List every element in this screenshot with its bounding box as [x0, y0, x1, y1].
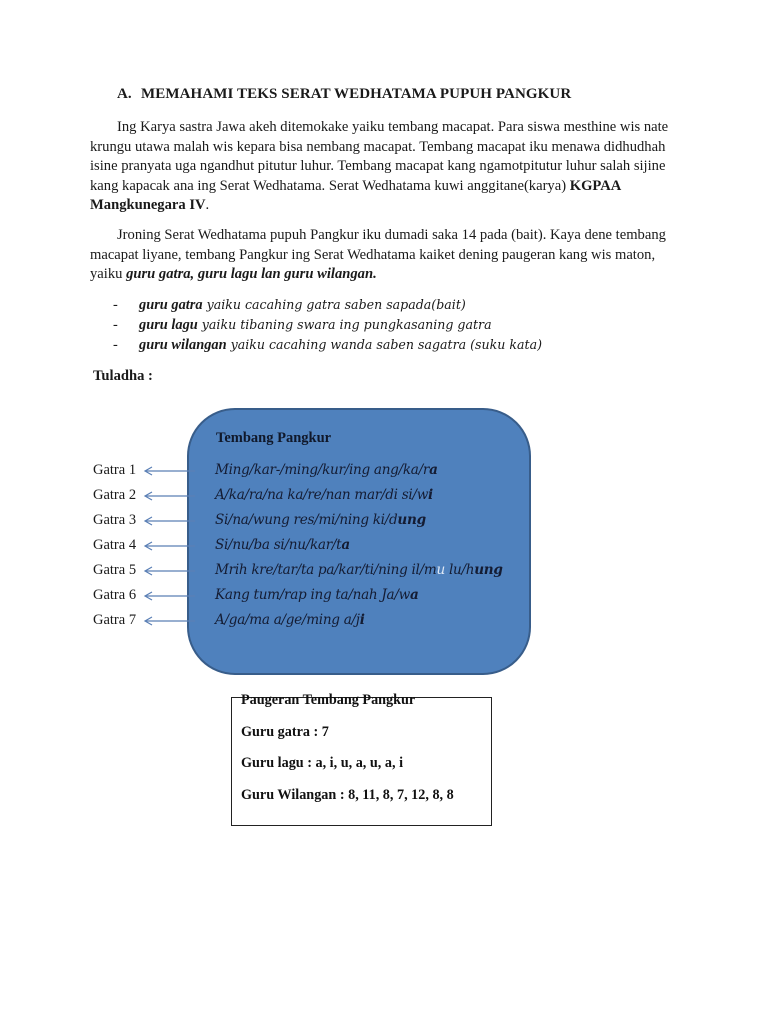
verse-text: Si/na/wung res/mi/ning ki/d: [215, 512, 398, 528]
verse-line-1: [215, 462, 438, 478]
arrow-left-icon: [143, 466, 195, 476]
gatra-label-6: Gatra 6: [93, 587, 137, 603]
definition-desc: yaiku tibaning swara ing pungkasaning gatra: [197, 317, 492, 332]
verse-rhyme: a: [341, 537, 350, 553]
gatra-label-5: Gatra 5: [93, 562, 137, 578]
example-label: Tuladha :: [93, 368, 153, 384]
rules-terms: guru gatra, guru lagu lan guru wilangan.: [126, 266, 377, 282]
gatra-label-3: Gatra 3: [93, 512, 137, 528]
definition-desc: yaiku cacahing wanda saben sagatra (suku kata): [226, 337, 542, 352]
verse-text: Mrih kre/tar/ta pa/kar/ti/ning il/m: [215, 562, 437, 578]
guru-lagu-value: Guru lagu : a, i, u, a, u, a, i: [241, 755, 404, 771]
rules-text: Jroning Serat Wedhatama pupuh Pangkur iku dumadi saka 14 pada (bait). Kaya dene tembang macapat liyane, tembang Pangkur ing Serat Wedhatama kaiket dening paugeran kang wis maton, yaiku: [90, 227, 666, 282]
verse-text: lu/h: [444, 562, 475, 578]
verse-rhyme: ung: [474, 562, 503, 578]
verse-line-7: [215, 612, 365, 628]
verse-line-6: [215, 587, 418, 603]
author-name: KGPAA Mangkunegara IV: [90, 177, 621, 213]
definition-term: guru lagu: [139, 317, 198, 333]
gatra-label-4: Gatra 4: [93, 537, 137, 553]
bullet-dash: -: [113, 317, 118, 333]
verse-box-title: Tembang Pangkur: [216, 430, 332, 446]
verse-line-4: [215, 537, 350, 553]
verse-highlight: u: [436, 562, 445, 578]
verse-line-5: [215, 562, 503, 578]
guru-wilangan-value: Guru Wilangan : 8, 11, 8, 7, 12, 8, 8: [241, 787, 454, 803]
bullet-dash: -: [113, 337, 118, 353]
list-item: [113, 335, 542, 355]
verse-rhyme: i: [428, 487, 433, 503]
arrow-left-icon: [143, 616, 195, 626]
bullet-dash: -: [113, 297, 118, 313]
verse-rhyme: a: [429, 462, 438, 478]
arrow-left-icon: [143, 491, 195, 501]
definition-term: guru wilangan: [139, 337, 227, 353]
section-heading: [117, 86, 571, 103]
intro-text: Ing Karya sastra Jawa akeh ditemokake yaiku tembang macapat. Para siswa mesthine wis nate krungu utawa malah wis kepara bisa nembang macapat. Tembang macapat iku menawa didhudhah isine pranyata uga ngandhut pitutur luhur. Tembang macapat kang ngamotpitutur luhur salah sijine kang kapacak ana ing Serat Wedhatama. Serat Wedhatama kuwi anggitane(karya): [90, 119, 669, 194]
gatra-label-1: Gatra 1: [93, 462, 137, 478]
list-item: [113, 315, 542, 335]
rules-paragraph: [90, 226, 676, 285]
verse-rhyme: ung: [397, 512, 426, 528]
gatra-label-2: Gatra 2: [93, 487, 137, 503]
intro-paragraph: [90, 118, 676, 216]
verse-line-2: [215, 487, 433, 503]
section-title: MEMAHAMI TEKS SERAT WEDHATAMA PUPUH PANGKUR: [141, 86, 572, 102]
verse-rhyme: i: [359, 612, 365, 628]
verse-text: Kang tum/rap ing ta/nah Ja/w: [215, 587, 410, 603]
verse-text: Ming/kar-/ming/kur/ing ang/ka/r: [215, 462, 430, 478]
definition-desc: yaiku cacahing gatra saben sapada(bait): [202, 297, 466, 312]
gatra-label-7: Gatra 7: [93, 612, 137, 628]
list-item: [113, 295, 542, 315]
verse-text: A/ka/ra/na ka/re/nan mar/di si/w: [215, 487, 429, 503]
definition-term: guru gatra: [139, 297, 203, 313]
verse-line-3: [215, 512, 426, 528]
arrow-left-icon: [143, 591, 195, 601]
arrow-left-icon: [143, 541, 195, 551]
arrow-left-icon: [143, 516, 195, 526]
definitions-list: [113, 295, 542, 355]
section-number: A.: [117, 86, 132, 102]
intro-end: .: [205, 197, 210, 213]
rules-title: Paugeran Tembang Pangkur: [241, 692, 416, 708]
guru-gatra-value: Guru gatra : 7: [241, 724, 329, 740]
verse-text: A/ga/ma a/ge/ming a/j: [215, 612, 360, 628]
verse-rhyme: a: [409, 587, 419, 603]
verse-text: Si/nu/ba si/nu/kar/t: [215, 537, 342, 553]
arrow-left-icon: [143, 566, 195, 576]
